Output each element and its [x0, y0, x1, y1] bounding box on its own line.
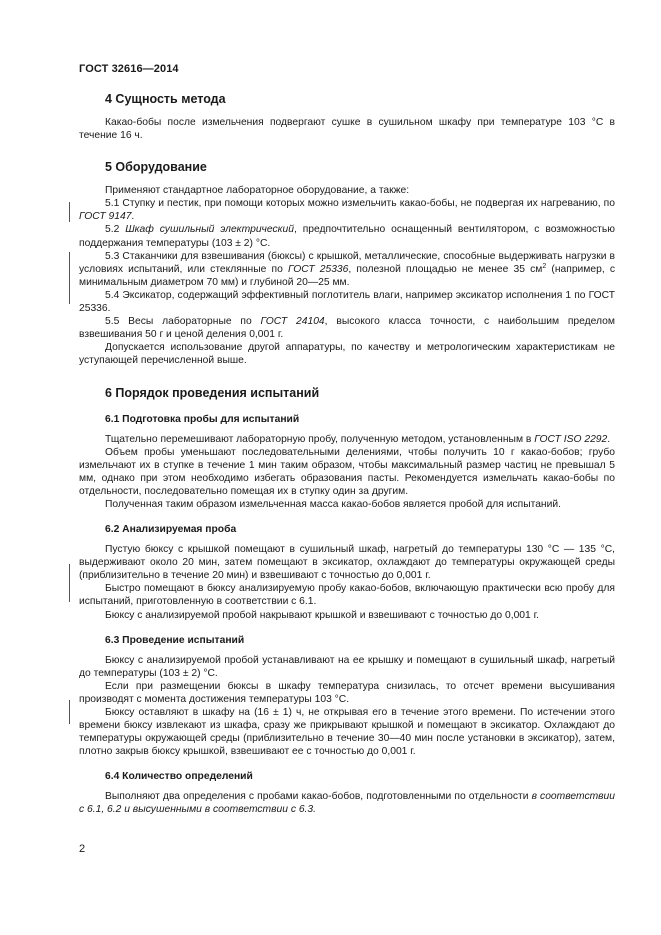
- section-4-paragraph: Какао-бобы после измельчения подвергают сушке в сушильном шкафу при температуре 103 °С в течение 16 ч.: [79, 117, 615, 142]
- subsection-6-1-paragraph: Тщательно перемешивают лабораторную пробу, полученную методом, установленным в ГОСТ ISO 2292.: [105, 433, 611, 445]
- section-6-heading: 6 Порядок проведения испытаний: [105, 385, 320, 400]
- subsection-6-1-paragraph: Полученная таким образом измельченная масса какао-бобов является пробой для испытаний.: [105, 498, 561, 510]
- item-5-5: 5.5 Весы лабораторные по ГОСТ 24104, высокого класса точности, с наибольшим пределом взвешивания 50 г и ценой деления 0,001 г.: [79, 316, 615, 341]
- subsection-6-2-heading: 6.2 Анализируемая проба: [105, 524, 237, 536]
- subsection-6-4-heading: 6.4 Количество определений: [105, 771, 253, 783]
- change-bar: [69, 202, 70, 222]
- item-5-4: 5.4 Эксикатор, содержащий эффективный поглотитель влаги, например эксикатор исполнения 1 по ГОСТ 25336.: [79, 289, 615, 315]
- subsection-6-2-paragraph: Быстро помещают в бюксу анализируемую пробу какао-бобов, включающую практически всю пробу для испытаний, приготовленную в соответствии с 6.1.: [79, 583, 615, 608]
- page-number: 2: [79, 843, 86, 855]
- subsection-6-3-paragraph: Бюксу оставляют в шкафу на (16 ± 1) ч, не открывая его в течение этого времени. По истечении этого времени бюксу извлекают из шкафа, сразу же прикрывают крышкой и помещают в эксикатор. Охлаждают до температуры окружающей среды (приблизительно в течение 30—40 мин после установки в эксикатор), затем, плотно закрыв бюксу крышкой, взвешивают ее с точностью до 0,001 г.: [79, 707, 615, 758]
- item-5-2: 5.2 Шкаф сушильный электрический, предпочтительно оснащенный вентилятором, с возможностью поддержания температуры (103 ± 2) °С.: [79, 224, 615, 249]
- section-5-allowance: Допускается использование другой аппаратуры, по качеству и метрологическим характеристикам не уступающей перечисленной выше.: [79, 342, 615, 367]
- subsection-6-3-paragraph: Если при размещении бюксы в шкафу температура снизилась, то отсчет времени высушивания производят с момента достижения температуры 103 °С.: [79, 680, 615, 705]
- item-5-3: 5.3 Стаканчики для взвешивания (бюксы) с крышкой, металлические, способные выдерживать нагрузки в условиях испытаний, или стеклянные по ГОСТ 25336, полезной площадью не менее 35 $см^2$ (например, с минимальным диаметром 70 мм) и глубиной 20—25 мм.: [79, 250, 615, 288]
- standard-header: ГОСТ 32616—2014: [79, 63, 179, 75]
- section-5-intro: Применяют стандартное лабораторное оборудование, а также:: [105, 185, 410, 197]
- subsection-6-1-paragraph: Объем пробы уменьшают последовательными делениями, чтобы получить 10 г какао-бобов; грубо измельчают их в ступке в течение 1 мин таким образом, чтобы максимальный размер частиц не превышал 5 мм, однако при этом необходимо избегать образования пасты. Рекомендуется измельчать какао-бобы по отдельности, последовательно помещая их в ступку один за другим.: [79, 446, 615, 497]
- subsection-6-4-paragraph: Выполняют два определения с пробами какао-бобов, подготовленными по отдельности в соответствии с 6.1, 6.2 и высушенными в соответствии с 6.3.: [79, 791, 615, 816]
- subsection-6-3-heading: 6.3 Проведение испытаний: [105, 634, 245, 646]
- change-bar: [69, 252, 70, 304]
- document-body: [79, 92, 615, 817]
- section-4-heading: 4 Сущность метода: [105, 92, 226, 106]
- subsection-6-2-paragraph: Пустую бюксу с крышкой помещают в сушильный шкаф, нагретый до температуры 130 °С — 135 °С, выдерживают около 20 мин, затем помещают в эксикатор, охлаждают до температуры окружающей среды (приблизительно в течение 20 мин) и взвешивают с точностью до 0,001 г.: [79, 544, 615, 582]
- subsection-6-2-paragraph: Бюксу с анализируемой пробой накрывают крышкой и взвешивают с точностью до 0,001 г.: [105, 609, 539, 621]
- section-5-heading: 5 Оборудование: [105, 160, 207, 175]
- item-5-1: 5.1 Ступку и пестик, при помощи которых можно измельчить какао-бобы, не подвергая их нагреванию, по ГОСТ 9147.: [79, 198, 615, 223]
- subsection-6-3-paragraph: Бюксу с анализируемой пробой устанавливают на ее крышку и помещают в сушильный шкаф, нагретый до температуры (103 ± 2) °С.: [79, 654, 615, 679]
- change-bar: [69, 700, 70, 724]
- subsection-6-1-heading: 6.1 Подготовка пробы для испытаний: [105, 413, 300, 425]
- change-bar: [69, 564, 70, 602]
